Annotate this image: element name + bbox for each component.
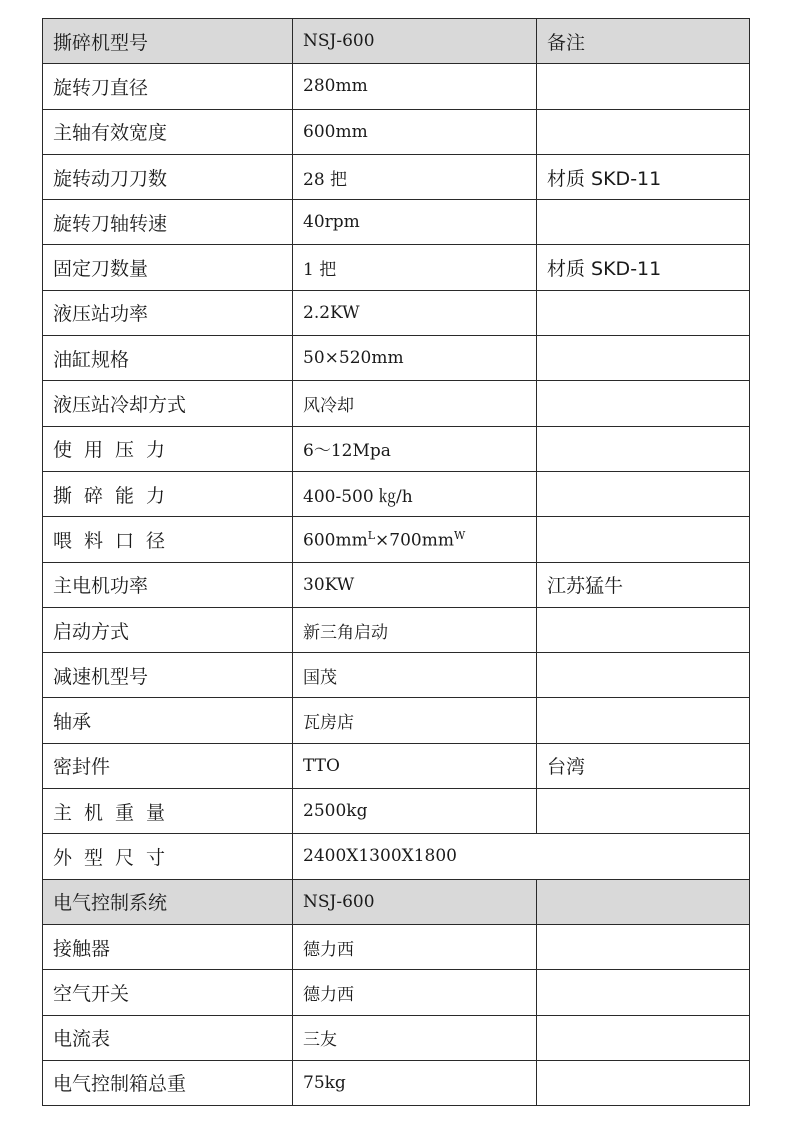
row-value: 国茂 [293,653,537,698]
row-label: 液压站功率 [43,290,293,335]
row-label: 空气开关 [43,970,293,1015]
electrical-header-model: NSJ-600 [293,879,537,924]
table-row [43,698,750,743]
row-label: 旋转动刀刀数 [43,154,293,199]
value-main: ×700mm [375,530,454,551]
row-label: 外型尺寸 [43,834,293,879]
row-note [537,1060,750,1105]
row-value: 6～12Mpa [293,426,537,471]
row-note [537,426,750,471]
spec-table [42,18,750,1106]
row-note [537,471,750,516]
table-row [43,109,750,154]
header-note: 备注 [537,19,750,64]
table-row [43,562,750,607]
row-label: 主轴有效宽度 [43,109,293,154]
table-row [43,154,750,199]
row-value: 2500kg [293,789,537,834]
table-row [43,64,750,109]
value-sup: W [453,528,466,542]
row-note [537,517,750,562]
row-label: 使用压力 [43,426,293,471]
row-note [537,924,750,969]
table-row [43,381,750,426]
row-note [537,1015,750,1060]
row-note: 材质 SKD-11 [537,154,750,199]
row-value: 28 把 [293,154,537,199]
table-row [43,834,750,879]
table-row [43,245,750,290]
table-row [43,290,750,335]
row-label: 油缸规格 [43,336,293,381]
row-value: 2.2KW [293,290,537,335]
row-value: 50×520mm [293,336,537,381]
row-label: 主机重量 [43,789,293,834]
row-value: 德力西 [293,970,537,1015]
row-note [537,970,750,1015]
row-value: 风冷却 [293,381,537,426]
table-row [43,1060,750,1105]
row-value: 1 把 [293,245,537,290]
row-value: 40rpm [293,200,537,245]
table-row [43,426,750,471]
electrical-header-note [537,879,750,924]
row-note: 材质 SKD-11 [537,245,750,290]
header-label: 撕碎机型号 [43,19,293,64]
row-label: 液压站冷却方式 [43,381,293,426]
row-note [537,200,750,245]
row-note [537,290,750,335]
row-note [537,698,750,743]
row-label: 旋转刀直径 [43,64,293,109]
row-note [537,336,750,381]
table-row [43,607,750,652]
electrical-header-row [43,879,750,924]
table-header-row [43,19,750,64]
row-label: 电流表 [43,1015,293,1060]
row-label: 主电机功率 [43,562,293,607]
row-value: 400-500 ㎏/h [293,471,537,516]
row-label: 轴承 [43,698,293,743]
row-value: 75kg [293,1060,537,1105]
row-label: 喂料口径 [43,517,293,562]
row-note [537,64,750,109]
row-value: TTO [293,743,537,788]
table-row [43,517,750,562]
row-note [537,653,750,698]
row-value: 三友 [293,1015,537,1060]
value-main: 600mm [303,530,368,551]
row-label: 撕碎能力 [43,471,293,516]
table-row [43,1015,750,1060]
row-label: 电气控制箱总重 [43,1060,293,1105]
row-label: 启动方式 [43,607,293,652]
row-note: 台湾 [537,743,750,788]
row-note: 江苏猛牛 [537,562,750,607]
row-note [537,109,750,154]
table-row [43,970,750,1015]
row-note [537,381,750,426]
row-value: 30KW [293,562,537,607]
row-label: 接触器 [43,924,293,969]
table-row [43,924,750,969]
row-value [293,517,537,562]
row-value: 280mm [293,64,537,109]
table-row [43,471,750,516]
table-row [43,336,750,381]
table-row [43,743,750,788]
row-label: 旋转刀轴转速 [43,200,293,245]
row-note [537,789,750,834]
electrical-header-label: 电气控制系统 [43,879,293,924]
row-value: 瓦房店 [293,698,537,743]
row-label: 固定刀数量 [43,245,293,290]
row-label: 减速机型号 [43,653,293,698]
row-value: 德力西 [293,924,537,969]
row-note [537,607,750,652]
value-sup: L [367,528,376,542]
header-model: NSJ-600 [293,19,537,64]
row-value: 新三角启动 [293,607,537,652]
row-label: 密封件 [43,743,293,788]
table-row [43,200,750,245]
table-row [43,789,750,834]
row-value: 600mm [293,109,537,154]
row-value: 2400X1300X1800 [293,834,750,879]
table-row [43,653,750,698]
